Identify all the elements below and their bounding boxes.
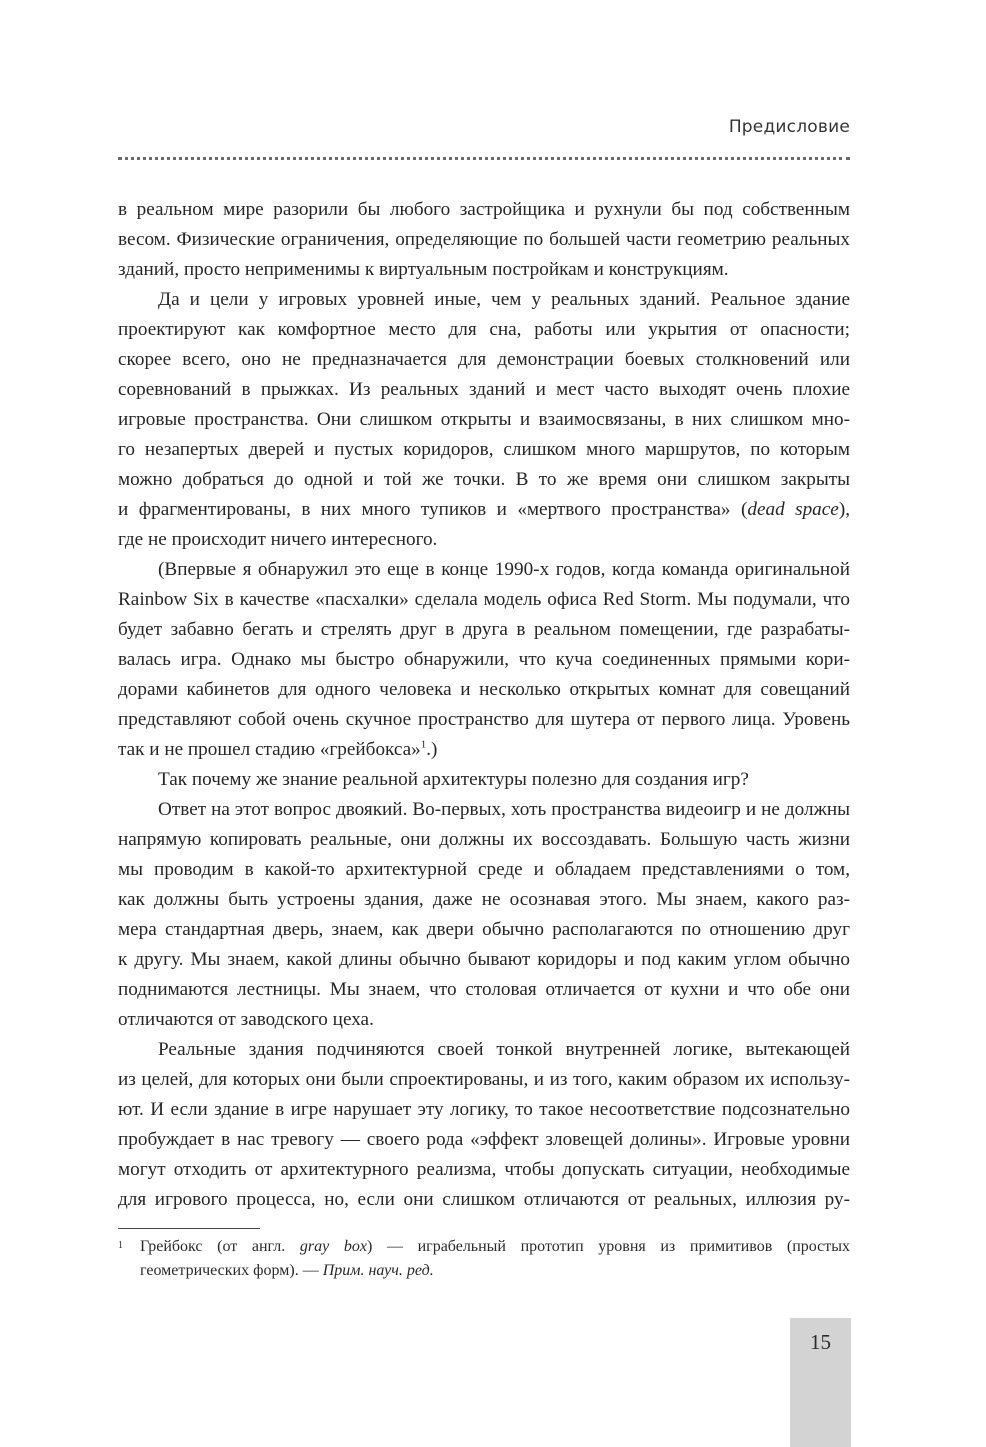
footnote-rule bbox=[118, 1228, 260, 1229]
text-segment: геометрических форм). — bbox=[140, 1262, 323, 1279]
text-segment: .) bbox=[426, 739, 438, 760]
text-segment: и фрагментированы, в них много тупиков и «мертвого пространства» ( bbox=[118, 499, 748, 520]
text-line: к другу. Мы знаем, какой длины обычно бывают коридоры и под каким углом обычно bbox=[118, 949, 850, 970]
text-line: можно добраться до одной и той же точки. В то же время они слишком закрыты bbox=[118, 469, 850, 490]
text-segment: ), bbox=[838, 499, 850, 520]
text-line: ют. И если здание в игре нарушает эту логику, то такое несоответствие подсознательно bbox=[118, 1099, 850, 1120]
text-line: в реальном мире разорили бы любого застройщика и рухнули бы под собственным bbox=[118, 199, 850, 220]
footnote-marker: 1 bbox=[118, 1240, 123, 1251]
text-line bbox=[118, 735, 850, 765]
text-segment: так и не прошел стадию «грейбокса» bbox=[118, 739, 421, 760]
footnote-line bbox=[140, 1235, 850, 1259]
body-text bbox=[118, 195, 850, 1215]
text-line: отличаются от заводского цеха. bbox=[118, 1009, 374, 1030]
text-line bbox=[118, 495, 850, 525]
page-number-tab bbox=[790, 1318, 851, 1447]
text-line: Да и цели у игровых уровней иные, чем у реальных зданий. Реальное здание bbox=[158, 289, 850, 310]
footnote-line bbox=[140, 1259, 850, 1283]
text-line: представляют собой очень скучное пространство для шутера от первого лица. Уровень bbox=[118, 709, 850, 730]
text-line: напрямую копировать реальные, они должны их воссоздавать. Большую часть жизни bbox=[118, 829, 850, 850]
text-line: могут отходить от архитектурного реализма, чтобы допускать ситуации, необходимые bbox=[118, 1159, 850, 1180]
italic-term: dead space bbox=[747, 499, 839, 520]
text-line: для игрового процесса, но, если они слишком отличаются от реальных, иллюзия ру- bbox=[118, 1189, 850, 1210]
running-header: Предисловие bbox=[728, 117, 850, 137]
text-line: Rainbow Six в качестве «пасхалки» сделала модель офиса Red Storm. Мы подумали, что bbox=[118, 589, 850, 610]
header-dotted-rule bbox=[118, 157, 850, 160]
text-line: Так почему же знание реальной архитектуры полезно для создания игр? bbox=[158, 769, 749, 790]
text-line: Ответ на этот вопрос двоякий. Во-первых, хоть пространства видеоигр и не должны bbox=[158, 799, 850, 820]
text-line: скорее всего, оно не предназначается для демонстрации боевых столкновений или bbox=[118, 349, 850, 370]
text-line: весом. Физические ограничения, определяющие по большей части геометрию реальных bbox=[118, 229, 850, 250]
text-line: будет забавно бегать и стрелять друг в друга в реальном помещении, где разрабаты- bbox=[118, 619, 850, 640]
text-line: го незапертых дверей и пустых коридоров, слишком много маршрутов, по которым bbox=[118, 439, 850, 460]
text-line: дорами кабинетов для одного человека и несколько открытых комнат для совещаний bbox=[118, 679, 850, 700]
footnote bbox=[118, 1235, 850, 1283]
text-line: игровые пространства. Они слишком открыты и взаимосвязаны, в них слишком мно- bbox=[118, 409, 850, 430]
text-line: из целей, для которых они были спроектированы, и из того, каким образом их использу- bbox=[118, 1069, 850, 1090]
text-line: пробуждает в нас тревогу — своего рода «эффект зловещей долины». Игровые уровни bbox=[118, 1129, 850, 1150]
text-line: (Впервые я обнаружил это еще в конце 1990-х годов, когда команда оригинальной bbox=[158, 559, 850, 580]
page-number: 15 bbox=[810, 1330, 831, 1354]
text-segment: Грейбокс (от англ. bbox=[140, 1238, 300, 1255]
text-line: Реальные здания подчиняются своей тонкой внутренней логике, вытекающей bbox=[158, 1039, 850, 1060]
text-line: проектируют как комфортное место для сна, работы или укрытия от опасности; bbox=[118, 319, 850, 340]
text-line: поднимаются лестницы. Мы знаем, что столовая отличается от кухни и что обе они bbox=[118, 979, 850, 1000]
text-line: где не происходит ничего интересного. bbox=[118, 529, 438, 550]
text-line: мера стандартная дверь, знаем, как двери обычно располагаются по отношению друг bbox=[118, 919, 850, 940]
text-segment: ) — играбельный прототип уровня из примитивов (простых bbox=[366, 1238, 851, 1255]
italic-term: gray box bbox=[299, 1238, 367, 1255]
text-line: мы проводим в какой-то архитектурной среде и обладаем представлениями о том, bbox=[118, 859, 850, 880]
text-line: соревнований в прыжках. Из реальных зданий и мест часто выходят очень плохие bbox=[118, 379, 850, 400]
text-line: зданий, просто неприменимы к виртуальным постройкам и конструкциям. bbox=[118, 259, 729, 280]
editor-note: Прим. науч. ред. bbox=[322, 1262, 434, 1279]
text-line: как должны быть устроены здания, даже не осознавая этого. Мы знаем, какого раз- bbox=[118, 889, 850, 910]
text-line: валась игра. Однако мы быстро обнаружили, что куча соединенных прямыми кори- bbox=[118, 649, 850, 670]
footnote-reference[interactable]: 1 bbox=[420, 738, 427, 751]
